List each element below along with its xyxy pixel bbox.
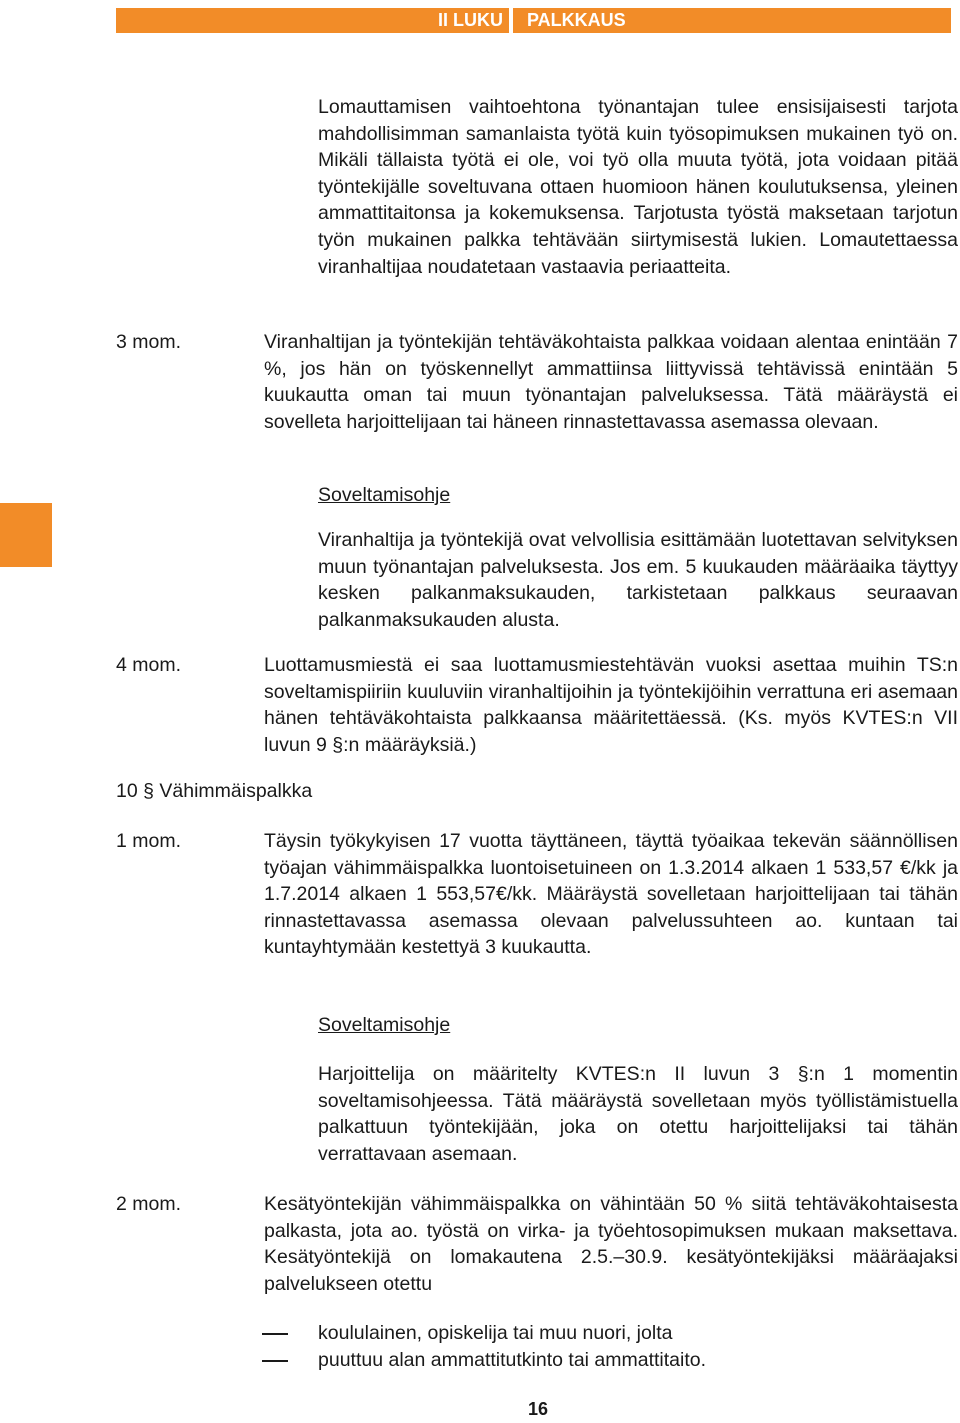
s10-mom-label-1: 1 mom. (116, 830, 182, 852)
mom-paragraph-4: Luottamusmiestä ei saa luottamusmiestehtävän vuoksi asettaa muihin TS:n soveltamispiiriin kuuluviin viranhaltijoihin ja työntekijöihin verrattuna eri asemaan hänen tehtäväkohtaista palkkaansa määritettäessä. (Ks. myös KVTES:n VII luvun 9 §:n määräyksiä.) (264, 654, 958, 756)
s10-mom-paragraph-1: Täysin työkykyisen 17 vuotta täyttäneen, täyttä työaikaa tekevän säännöllisen työajan vähimmäispalkka luontoisetuineen on 1.3.2014 alkaen 1 533,57 €/kk ja 1.7.2014 alkaen 1 553,57€/kk. Määräystä sovelletaan harjoittelijaan tai tähän rinnastettavassa asemassa olevaan palvelussuhteen ao. kuntaan tai kuntayhtymään kestettyä 3 kuukautta. (264, 830, 958, 959)
page-number: 16 (527, 1399, 549, 1419)
soveltamisohje-paragraph-1: Viranhaltija ja työntekijä ovat velvollisia esittämään luotettavan selvityksen muun työnantajan palveluksesta. Jos em. 5 kuukauden määräaika täyttyy kesken palkanmaksukauden, tarkistetaan palkkaus seuraavan palkanmaksukauden alusta. (318, 529, 958, 631)
chapter-label: II LUKU (116, 8, 509, 33)
soveltamisohje-paragraph-2: Harjoittelija on määritelty KVTES:n II luvun 3 §:n 1 momentin soveltamisohjeessa. Tätä määräystä sovelletaan myös työllistämistuella palkattuun työntekijään, joka on otettu harjoittelijaksi tai tähän verrattavaan asemaan. (318, 1063, 958, 1165)
chapter-header (116, 8, 951, 33)
mom-label-4: 4 mom. (116, 654, 182, 676)
soveltamisohje-heading-1: Soveltamisohje (318, 484, 451, 506)
intro-paragraph: Lomauttamisen vaihtoehtona työnantajan tulee ensisijaisesti tarjota mahdollisimman samanlaista työtä kuin työsopimuksen mukainen työ on. Mikäli tällaista työtä ei ole, voi työ olla muuta työtä, jota voidaan pitää työntekijälle soveltuvana ottaen huomioon hänen koulutuksensa, yleinen ammattitaitonsa ja kokemuksensa. Tarjotusta työstä maksetaan tarjotun työn mukainen palkka tehtävään siirtymisestä lukien. Lomautettaessa viranhaltijaa noudatetaan vastaavia periaatteita. (318, 96, 958, 278)
mom-paragraph-3: Viranhaltijan ja työntekijän tehtäväkohtaista palkkaa voidaan alentaa enintään 7 %, jos hän on työskennellyt ammattiinsa liittyvissä tehtävissä enintään 5 kuukautta oman tai muun työnantajan palveluksessa. Tätä määräystä ei sovelleta harjoittelijaan tai häneen rinnastettavassa asemassa olevaan. (264, 331, 958, 433)
list-dash (262, 1360, 288, 1362)
chapter-title: PALKKAUS (513, 8, 951, 33)
list-item: puuttuu alan ammattitutkinto tai ammattitaito. (318, 1349, 707, 1371)
mom-label-3: 3 mom. (116, 331, 182, 353)
list-dash (262, 1333, 288, 1335)
soveltamisohje-heading-2: Soveltamisohje (318, 1014, 451, 1036)
s10-mom-label-2: 2 mom. (116, 1193, 182, 1215)
side-marker (0, 503, 52, 567)
section-title: 10 § Vähimmäispalkka (116, 780, 313, 802)
s10-mom-paragraph-2: Kesätyöntekijän vähimmäispalkka on vähintään 50 % siitä tehtäväkohtaisesta palkasta, jota ao. työstä on virka- ja työehtosopimuksen mukaan maksettava. Kesätyöntekijä on lomakautena 2.5.–30.9. kesätyöntekijäksi määräajaksi palvelukseen otettu (264, 1193, 958, 1295)
list-item: koululainen, opiskelija tai muu nuori, jolta (318, 1322, 673, 1344)
